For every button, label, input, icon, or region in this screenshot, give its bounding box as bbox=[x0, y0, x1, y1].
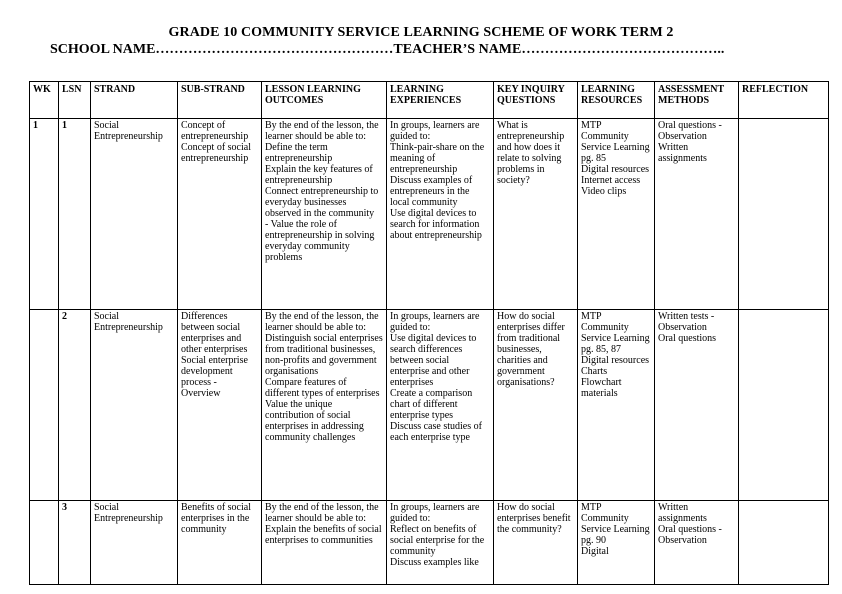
cell-lsn bbox=[59, 501, 91, 585]
cell-resources-text: MTP Community Service Learning pg. 90 Digital bbox=[581, 502, 650, 557]
cell-outcomes-text: By the end of the lesson, the learner should be able to: Distinguish social enterprises from traditional businesses, non-profits and government organisations Compare features of different types of enterprises Value the unique contribution of social enterprises in addressing community challenges bbox=[265, 311, 383, 443]
cell-experiences-text: In groups, learners are guided to: Use digital devices to search differences between social enterprise and other enterprises Create a comparison chart of different enterprise types Discuss case studies of each enterprise type bbox=[390, 311, 482, 443]
cell-lsn-text: 3 bbox=[62, 502, 67, 513]
cell-experiences-text: In groups, learners are guided to: Reflect on benefits of social enterprise for the community Discuss examples like bbox=[390, 502, 485, 568]
cell-sub-strand bbox=[178, 119, 262, 310]
cell-assessment-text: Written tests - Observation Oral questions bbox=[658, 311, 717, 344]
cell-wk-text: 1 bbox=[33, 120, 38, 131]
cell-strand-text: Social Entrepreneurship bbox=[94, 502, 163, 524]
col-header-outcomes: LESSON LEARNING OUTCOMES bbox=[262, 82, 387, 119]
cell-lsn bbox=[59, 310, 91, 501]
cell-reflection bbox=[739, 310, 829, 501]
cell-experiences bbox=[387, 119, 494, 310]
cell-reflection bbox=[739, 501, 829, 585]
cell-assessment-text: Oral questions - Observation Written assignments bbox=[658, 120, 722, 164]
cell-assessment-text: Written assignments Oral questions - Observation bbox=[658, 502, 722, 546]
cell-resources-text: MTP Community Service Learning pg. 85, 87 Digital resources Charts Flowchart materials bbox=[581, 311, 650, 399]
col-header-sub-strand: SUB-STRAND bbox=[178, 82, 262, 119]
cell-sub-strand bbox=[178, 501, 262, 585]
cell-resources bbox=[578, 501, 655, 585]
cell-lsn bbox=[59, 119, 91, 310]
col-header-questions: KEY INQUIRY QUESTIONS bbox=[494, 82, 578, 119]
cell-strand-text: Social Entrepreneurship bbox=[94, 120, 163, 142]
col-header-resources: LEARNING RESOURCES bbox=[578, 82, 655, 119]
cell-wk bbox=[30, 501, 59, 585]
table-row bbox=[30, 119, 829, 310]
cell-assessment bbox=[655, 310, 739, 501]
cell-wk bbox=[30, 310, 59, 501]
cell-sub-strand bbox=[178, 310, 262, 501]
col-header-reflection: REFLECTION bbox=[739, 82, 829, 119]
cell-sub-strand-text: Benefits of social enterprises in the community bbox=[181, 502, 251, 535]
cell-wk bbox=[30, 119, 59, 310]
cell-experiences-text: In groups, learners are guided to: Think-pair-share on the meaning of entrepreneurship Discuss examples of entrepreneurs in the local community Use digital devices to search for information about entrepreneurship bbox=[390, 120, 485, 241]
cell-strand-text: Social Entrepreneurship bbox=[94, 311, 163, 333]
cell-questions-text: What is entrepreneurship and how does it relate to solving problems in society? bbox=[497, 120, 565, 186]
cell-experiences bbox=[387, 310, 494, 501]
cell-experiences bbox=[387, 501, 494, 585]
cell-questions bbox=[494, 119, 578, 310]
cell-lsn-text: 2 bbox=[62, 311, 67, 322]
cell-resources bbox=[578, 119, 655, 310]
cell-resources-text: MTP Community Service Learning pg. 85 Digital resources Internet access Video clips bbox=[581, 120, 650, 197]
document-title: GRADE 10 COMMUNITY SERVICE LEARNING SCHEME OF WORK TERM 2 bbox=[168, 25, 674, 40]
cell-questions-text: How do social enterprises benefit the community? bbox=[497, 502, 571, 535]
col-header-experiences: LEARNING EXPERIENCES bbox=[387, 82, 494, 119]
cell-resources bbox=[578, 310, 655, 501]
cell-questions-text: How do social enterprises differ from traditional businesses, charities and government organisations? bbox=[497, 311, 565, 388]
school-teacher-line: SCHOOL NAME……………………………………………TEACHER’S NAME…………………………………….. bbox=[50, 42, 725, 57]
scheme-table bbox=[29, 81, 829, 585]
table-row bbox=[30, 501, 829, 585]
col-header-strand: STRAND bbox=[91, 82, 178, 119]
cell-questions bbox=[494, 501, 578, 585]
cell-outcomes bbox=[262, 119, 387, 310]
table-row bbox=[30, 310, 829, 501]
cell-assessment bbox=[655, 501, 739, 585]
cell-sub-strand-text: Concept of entrepreneurship Concept of social entrepreneurship bbox=[181, 120, 251, 164]
cell-sub-strand-text: Differences between social enterprises and other enterprises Social enterprise development process - Overview bbox=[181, 311, 248, 399]
cell-questions bbox=[494, 310, 578, 501]
cell-lsn-text: 1 bbox=[62, 120, 67, 131]
cell-reflection bbox=[739, 119, 829, 310]
cell-outcomes-text: By the end of the lesson, the learner should be able to: Explain the benefits of social enterprises to communities bbox=[265, 502, 382, 546]
cell-strand bbox=[91, 310, 178, 501]
cell-outcomes bbox=[262, 501, 387, 585]
cell-outcomes-text: By the end of the lesson, the learner should be able to: Define the term entrepreneurship Explain the key features of entrepreneurship Connect entrepreneurship to everyday businesses observed in the community - Value the role of entrepreneurship in solving everyday community problems bbox=[265, 120, 379, 263]
col-header-lsn: LSN bbox=[59, 82, 91, 119]
cell-outcomes bbox=[262, 310, 387, 501]
col-header-wk: WK bbox=[30, 82, 59, 119]
cell-strand bbox=[91, 501, 178, 585]
col-header-assessment: ASSESSMENT METHODS bbox=[655, 82, 739, 119]
cell-strand bbox=[91, 119, 178, 310]
cell-assessment bbox=[655, 119, 739, 310]
